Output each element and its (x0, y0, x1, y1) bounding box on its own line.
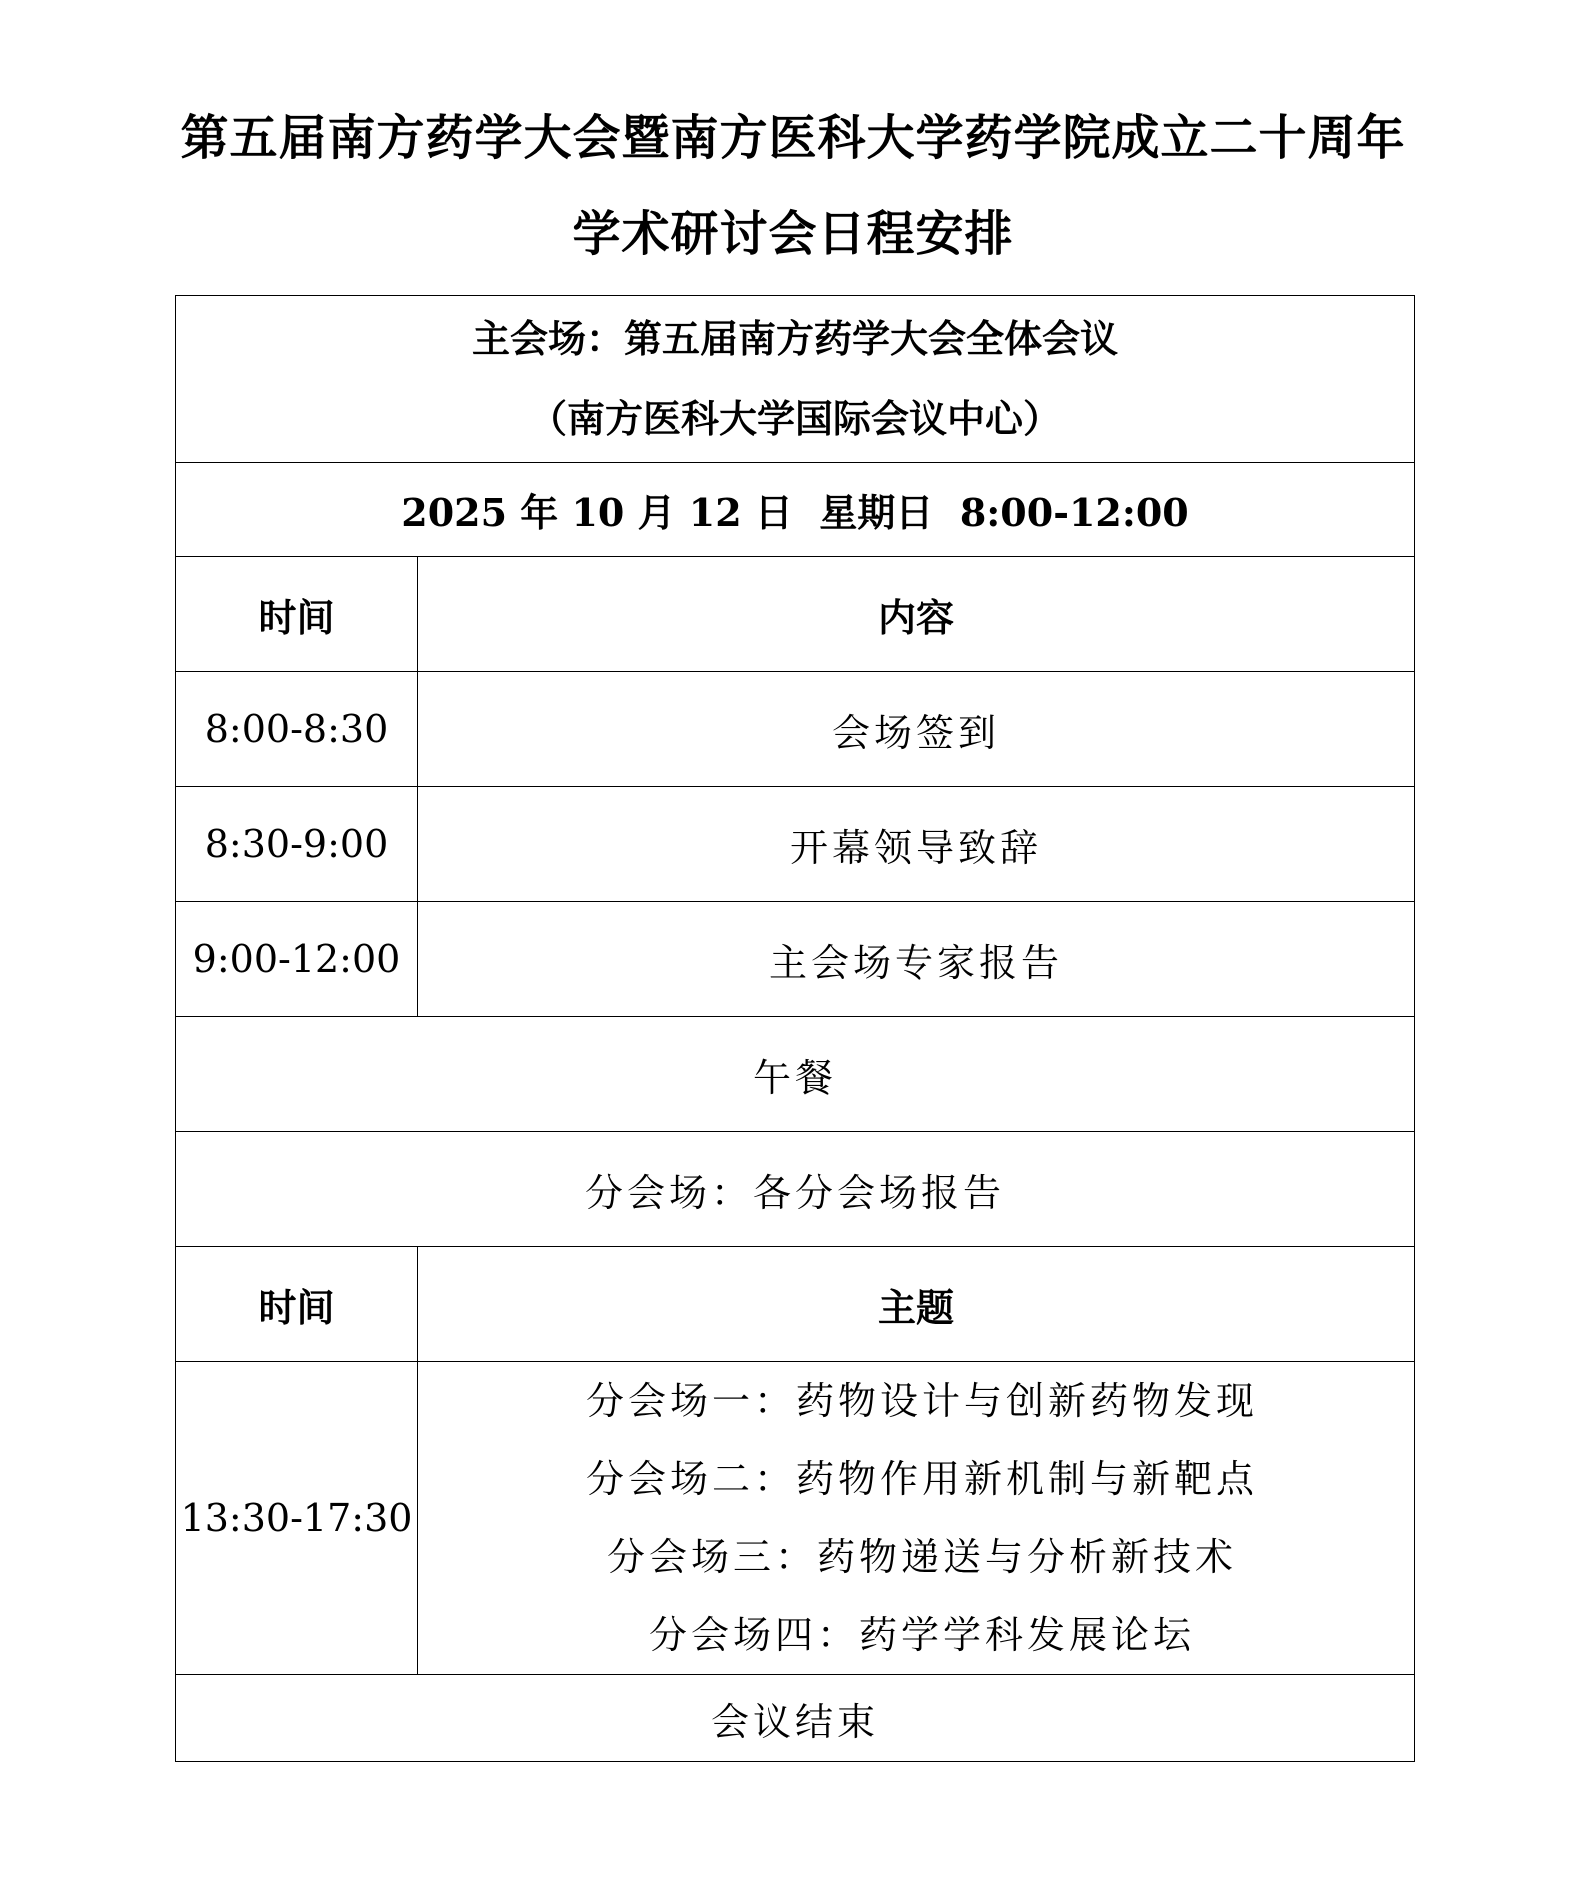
table-row (176, 787, 1415, 902)
row-time: 8:30-9:00 (176, 787, 418, 902)
table-row (176, 902, 1415, 1017)
row-content: 主会场专家报告 (418, 902, 1415, 1017)
main-venue-cell (176, 296, 1415, 463)
closing-cell: 会议结束 (176, 1675, 1415, 1762)
row-time: 8:00-8:30 (176, 672, 418, 787)
morning-header-time: 时间 (176, 557, 418, 672)
table-row (176, 672, 1415, 787)
list-item: 分会场二：药物作用新机制与新靶点 (586, 1457, 1259, 1501)
closing-row (176, 1675, 1415, 1762)
sub-venue-title-row (176, 1132, 1415, 1247)
afternoon-header-row (176, 1247, 1415, 1362)
main-venue-row (176, 296, 1415, 463)
lunch-row (176, 1017, 1415, 1132)
date-row (176, 463, 1415, 557)
date-line: 2025 年 10 月 12 日 星期日 8:00-12:00 (176, 463, 1415, 557)
session-list (418, 1362, 1415, 1675)
afternoon-header-time: 时间 (176, 1247, 418, 1362)
row-content: 会场签到 (418, 672, 1415, 787)
list-item: 分会场三：药物递送与分析新技术 (607, 1535, 1238, 1579)
list-item: 分会场一：药物设计与创新药物发现 (586, 1379, 1259, 1423)
main-venue-name: 主会场：第五届南方药学大会全体会议 (472, 317, 1119, 361)
morning-header-row (176, 557, 1415, 672)
list-item: 分会场四：药学学科发展论坛 (649, 1613, 1196, 1657)
main-venue-location: （南方医科大学国际会议中心） (529, 397, 1062, 441)
schedule-table (175, 295, 1415, 1762)
afternoon-header-topic: 主题 (418, 1247, 1415, 1362)
document-title-line-1: 第五届南方药学大会暨南方医科大学药学院成立二十周年 (180, 110, 1406, 166)
morning-header-content: 内容 (418, 557, 1415, 672)
row-time: 9:00-12:00 (176, 902, 418, 1017)
document-title-line-2: 学术研讨会日程安排 (572, 206, 1014, 262)
afternoon-sessions-row (176, 1362, 1415, 1675)
lunch-cell: 午餐 (176, 1017, 1415, 1132)
afternoon-time: 13:30-17:30 (176, 1362, 418, 1675)
row-content: 开幕领导致辞 (418, 787, 1415, 902)
sub-venue-title: 分会场：各分会场报告 (176, 1132, 1415, 1247)
